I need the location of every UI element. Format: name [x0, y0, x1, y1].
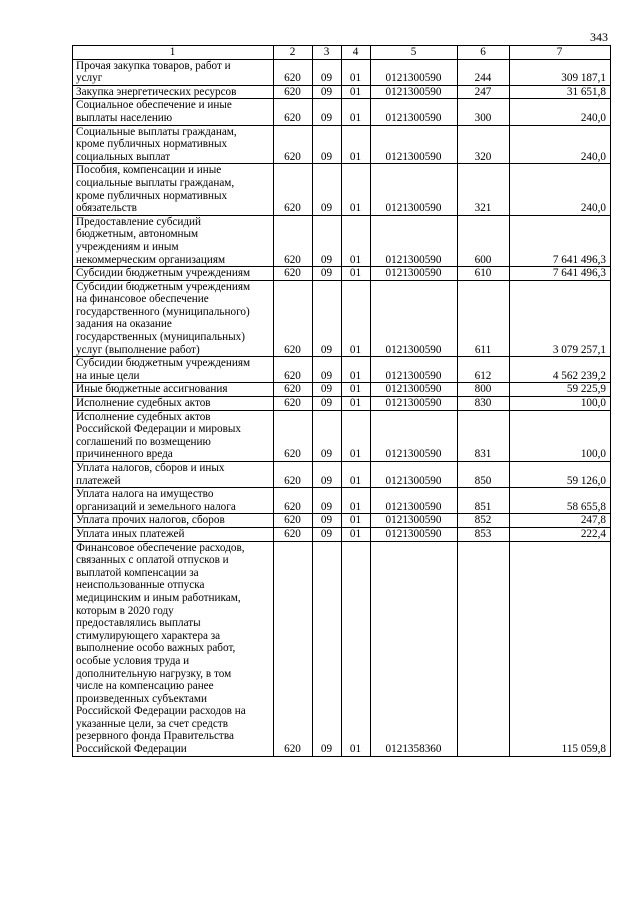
cell-section: 09 [313, 462, 342, 488]
cell-amount: 59 126,0 [510, 462, 611, 488]
cell-section: 09 [313, 357, 342, 383]
table-row [73, 215, 611, 266]
cell-expense-type: 852 [458, 514, 510, 528]
table-header-row [73, 46, 611, 60]
cell-target-article: 0121300590 [371, 383, 458, 397]
cell-expense-type: 247 [458, 85, 510, 99]
column-header-7: 7 [510, 46, 611, 60]
cell-admin-code: 620 [274, 215, 313, 266]
cell-section: 09 [313, 383, 342, 397]
cell-target-article: 0121300590 [371, 267, 458, 281]
cell-subsection: 01 [342, 357, 371, 383]
cell-expense-type: 610 [458, 267, 510, 281]
cell-admin-code: 620 [274, 280, 313, 357]
cell-expense-type: 612 [458, 357, 510, 383]
cell-amount: 59 225,9 [510, 383, 611, 397]
table-row [73, 514, 611, 528]
cell-target-article: 0121300590 [371, 397, 458, 411]
cell-subsection: 01 [342, 397, 371, 411]
cell-admin-code: 620 [274, 99, 313, 125]
cell-amount: 222,4 [510, 527, 611, 541]
cell-amount: 4 562 239,2 [510, 357, 611, 383]
cell-amount: 309 187,1 [510, 59, 611, 85]
cell-subsection: 01 [342, 59, 371, 85]
cell-name: Финансовое обеспечение расходов, связанных с оплатой отпусков и выплатой компенсации за неиспользованные отпуска медицинским и иным работникам, которым в 2020 году предоставлялись выплаты стимулирующего характера за выполнение особо важных работ, особые условия труда и дополнительную нагрузку, в том числе на компенсацию ранее произведенных субъектами Российской Федерации расходов на указанные цели, за счет средств резервного фонда Правительства Российской Федерации [73, 541, 274, 756]
cell-expense-type: 300 [458, 99, 510, 125]
cell-expense-type: 853 [458, 527, 510, 541]
cell-expense-type: 800 [458, 383, 510, 397]
cell-amount: 240,0 [510, 164, 611, 215]
cell-target-article: 0121300590 [371, 280, 458, 357]
page-number: 343 [590, 30, 608, 44]
cell-subsection: 01 [342, 527, 371, 541]
column-header-2: 2 [274, 46, 313, 60]
table-row [73, 410, 611, 461]
table-row [73, 85, 611, 99]
cell-section: 09 [313, 527, 342, 541]
cell-expense-type: 320 [458, 125, 510, 164]
cell-subsection: 01 [342, 125, 371, 164]
cell-name: Субсидии бюджетным учреждениям на иные цели [73, 357, 274, 383]
cell-expense-type [458, 541, 510, 756]
cell-section: 09 [313, 99, 342, 125]
table-row [73, 164, 611, 215]
column-header-6: 6 [458, 46, 510, 60]
cell-subsection: 01 [342, 85, 371, 99]
cell-target-article: 0121300590 [371, 125, 458, 164]
table-row [73, 541, 611, 756]
cell-section: 09 [313, 125, 342, 164]
budget-table [72, 45, 611, 757]
table-row [73, 99, 611, 125]
cell-name: Уплата налога на имущество организаций и земельного налога [73, 488, 274, 514]
cell-admin-code: 620 [274, 488, 313, 514]
cell-target-article: 0121300590 [371, 215, 458, 266]
cell-expense-type: 611 [458, 280, 510, 357]
cell-expense-type: 851 [458, 488, 510, 514]
column-header-1: 1 [73, 46, 274, 60]
cell-admin-code: 620 [274, 541, 313, 756]
cell-admin-code: 620 [274, 514, 313, 528]
cell-admin-code: 620 [274, 85, 313, 99]
cell-expense-type: 831 [458, 410, 510, 461]
cell-amount: 100,0 [510, 397, 611, 411]
cell-name: Субсидии бюджетным учреждениям [73, 267, 274, 281]
cell-subsection: 01 [342, 267, 371, 281]
cell-target-article: 0121358360 [371, 541, 458, 756]
cell-subsection: 01 [342, 215, 371, 266]
table-row [73, 462, 611, 488]
cell-amount: 58 655,8 [510, 488, 611, 514]
cell-target-article: 0121300590 [371, 527, 458, 541]
cell-name: Предоставление субсидий бюджетным, автономным учреждениям и иным некоммерческим организациям [73, 215, 274, 266]
cell-amount: 240,0 [510, 125, 611, 164]
cell-admin-code: 620 [274, 267, 313, 281]
cell-amount: 100,0 [510, 410, 611, 461]
cell-amount: 7 641 496,3 [510, 267, 611, 281]
cell-admin-code: 620 [274, 164, 313, 215]
cell-amount: 31 651,8 [510, 85, 611, 99]
table-row [73, 59, 611, 85]
table-row [73, 125, 611, 164]
cell-expense-type: 850 [458, 462, 510, 488]
cell-amount: 3 079 257,1 [510, 280, 611, 357]
cell-target-article: 0121300590 [371, 357, 458, 383]
table-row [73, 357, 611, 383]
cell-name: Субсидии бюджетным учреждениям на финансовое обеспечение государственного (муниципального) задания на оказание государственных (муниципальных) услуг (выполнение работ) [73, 280, 274, 357]
table-row [73, 527, 611, 541]
cell-name: Уплата иных платежей [73, 527, 274, 541]
cell-target-article: 0121300590 [371, 59, 458, 85]
table-row [73, 488, 611, 514]
cell-section: 09 [313, 59, 342, 85]
cell-amount: 115 059,8 [510, 541, 611, 756]
cell-admin-code: 620 [274, 383, 313, 397]
cell-target-article: 0121300590 [371, 99, 458, 125]
cell-subsection: 01 [342, 99, 371, 125]
cell-target-article: 0121300590 [371, 488, 458, 514]
cell-section: 09 [313, 267, 342, 281]
cell-name: Исполнение судебных актов Российской Федерации и мировых соглашений по возмещению причиненного вреда [73, 410, 274, 461]
cell-name: Иные бюджетные ассигнования [73, 383, 274, 397]
cell-admin-code: 620 [274, 410, 313, 461]
cell-subsection: 01 [342, 280, 371, 357]
cell-admin-code: 620 [274, 397, 313, 411]
cell-amount: 7 641 496,3 [510, 215, 611, 266]
cell-name: Социальное обеспечение и иные выплаты населению [73, 99, 274, 125]
cell-name: Пособия, компенсации и иные социальные выплаты гражданам, кроме публичных нормативных обязательств [73, 164, 274, 215]
column-header-3: 3 [313, 46, 342, 60]
cell-section: 09 [313, 541, 342, 756]
cell-subsection: 01 [342, 410, 371, 461]
cell-section: 09 [313, 488, 342, 514]
cell-section: 09 [313, 215, 342, 266]
cell-subsection: 01 [342, 383, 371, 397]
cell-admin-code: 620 [274, 527, 313, 541]
cell-name: Закупка энергетических ресурсов [73, 85, 274, 99]
cell-expense-type: 830 [458, 397, 510, 411]
column-header-5: 5 [371, 46, 458, 60]
cell-subsection: 01 [342, 164, 371, 215]
cell-expense-type: 600 [458, 215, 510, 266]
table-row [73, 383, 611, 397]
cell-target-article: 0121300590 [371, 410, 458, 461]
cell-admin-code: 620 [274, 59, 313, 85]
cell-admin-code: 620 [274, 125, 313, 164]
cell-admin-code: 620 [274, 462, 313, 488]
cell-target-article: 0121300590 [371, 462, 458, 488]
cell-target-article: 0121300590 [371, 85, 458, 99]
cell-section: 09 [313, 280, 342, 357]
cell-amount: 240,0 [510, 99, 611, 125]
cell-subsection: 01 [342, 488, 371, 514]
cell-name: Прочая закупка товаров, работ и услуг [73, 59, 274, 85]
cell-section: 09 [313, 85, 342, 99]
table-row [73, 280, 611, 357]
cell-name: Исполнение судебных актов [73, 397, 274, 411]
cell-subsection: 01 [342, 462, 371, 488]
cell-name: Социальные выплаты гражданам, кроме публичных нормативных социальных выплат [73, 125, 274, 164]
cell-expense-type: 321 [458, 164, 510, 215]
table-row [73, 397, 611, 411]
cell-admin-code: 620 [274, 357, 313, 383]
column-header-4: 4 [342, 46, 371, 60]
cell-section: 09 [313, 410, 342, 461]
cell-target-article: 0121300590 [371, 164, 458, 215]
cell-name: Уплата налогов, сборов и иных платежей [73, 462, 274, 488]
cell-target-article: 0121300590 [371, 514, 458, 528]
cell-expense-type: 244 [458, 59, 510, 85]
cell-section: 09 [313, 397, 342, 411]
cell-subsection: 01 [342, 541, 371, 756]
table-row [73, 267, 611, 281]
cell-name: Уплата прочих налогов, сборов [73, 514, 274, 528]
cell-amount: 247,8 [510, 514, 611, 528]
cell-subsection: 01 [342, 514, 371, 528]
cell-section: 09 [313, 164, 342, 215]
cell-section: 09 [313, 514, 342, 528]
